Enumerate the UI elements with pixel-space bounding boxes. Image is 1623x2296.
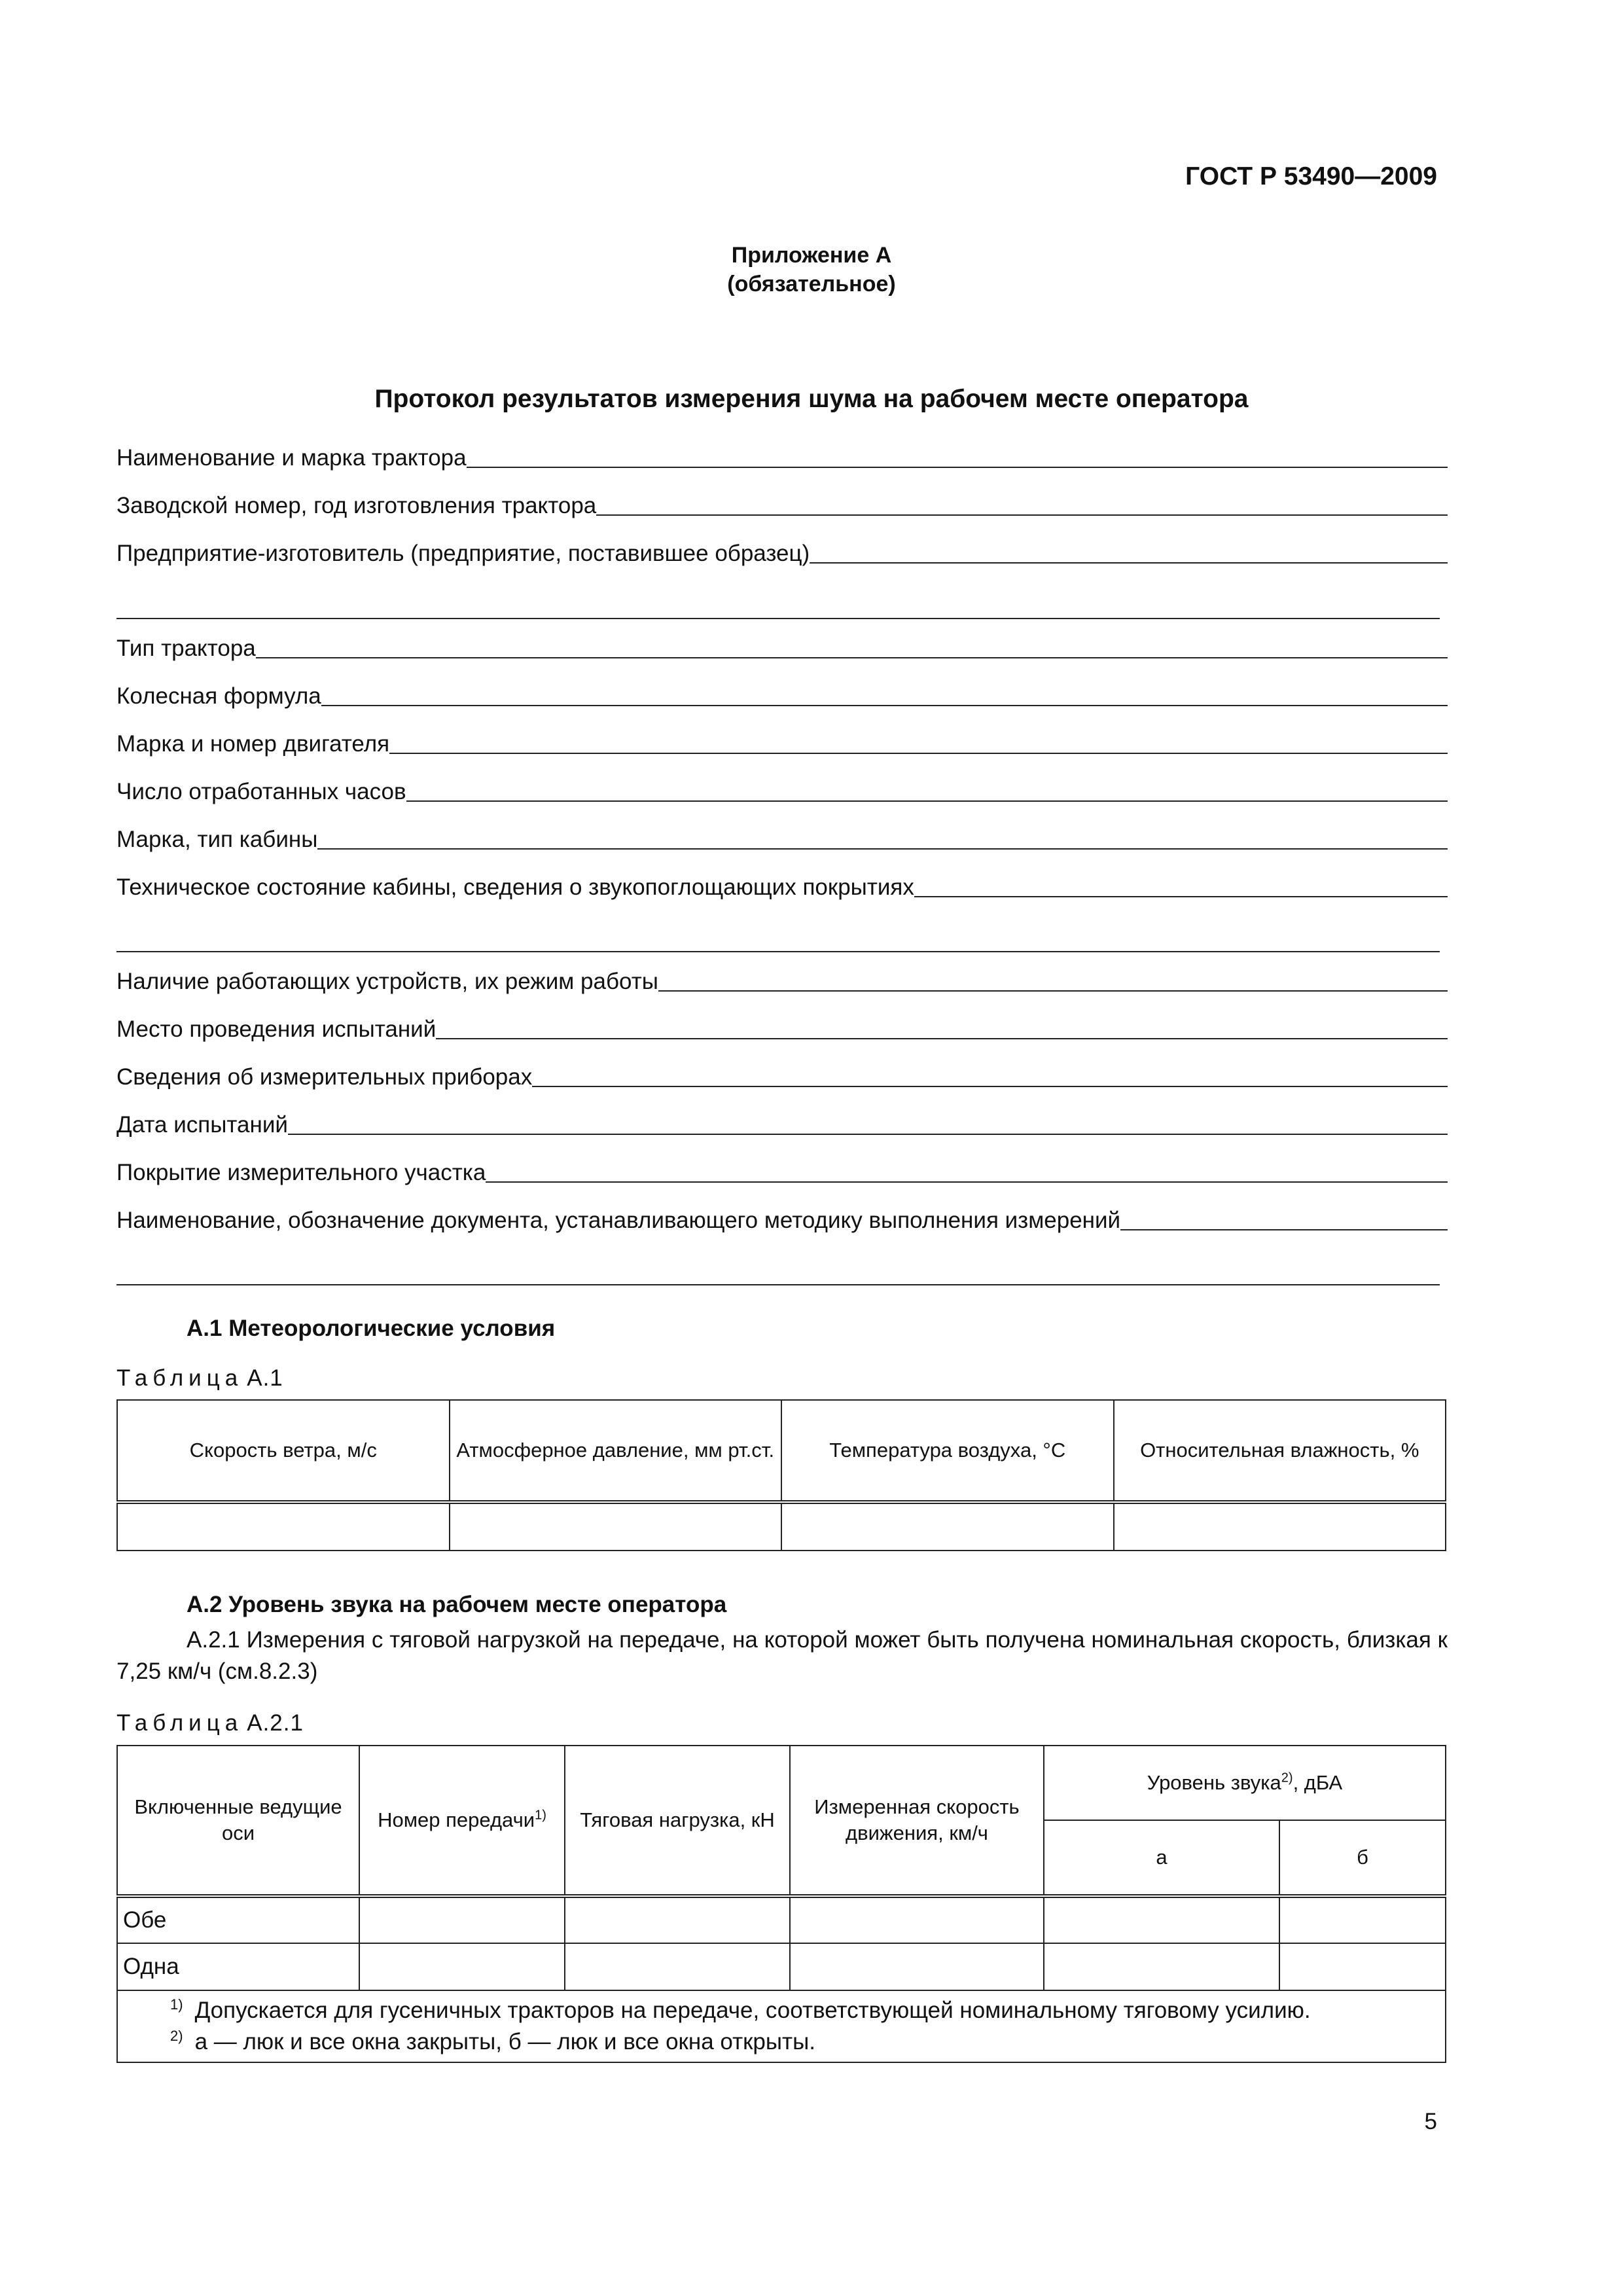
annex-heading — [0, 241, 1623, 298]
row-axes-both: Обе — [117, 1896, 359, 1943]
col-humidity: Относительная влажность, % — [1114, 1400, 1446, 1502]
field-method-doc[interactable]: Наименование, обозначение документа, устанавливающего методику выполнения измерений — [116, 1208, 1448, 1236]
cell-temperature[interactable] — [781, 1502, 1114, 1551]
table-cell[interactable] — [359, 1896, 565, 1943]
page-number: 5 — [1424, 2109, 1437, 2134]
col-gear: Номер передачи$^{1)}$ — [359, 1746, 565, 1896]
paragraph-a21: А.2.1 Измерения с тяговой нагрузкой на передаче, на которой может быть получена номинальная скорость, близкая к 7,25 км/ч (см.8.2.3) — [116, 1627, 1448, 1684]
field-tractor-type[interactable]: Тип трактора — [116, 636, 1448, 664]
table-cell[interactable] — [790, 1896, 1044, 1943]
col-sound-a: а — [1044, 1820, 1279, 1896]
field-devices[interactable]: Наличие работающих устройств, их режим работы — [116, 969, 1448, 997]
document-id: ГОСТ Р 53490—2009 — [1185, 162, 1437, 190]
annex-title: Приложение А — [731, 243, 892, 268]
field-manufacturer[interactable]: Предприятие-изготовитель (предприятие, поставившее образец) — [116, 541, 1448, 569]
table-cell[interactable] — [1279, 1943, 1446, 1990]
note-2: $^{2)}$ а — люк и все окна закрыты, б — люк и все окна открыты. — [170, 2028, 815, 2054]
field-hours[interactable]: Число отработанных часов — [116, 779, 1448, 808]
field-wheel-formula[interactable]: Колесная формула — [116, 683, 1448, 712]
col-sound-level: Уровень звука$^{2)}$, дБА — [1044, 1746, 1446, 1820]
col-load: Тяговая нагрузка, кН — [565, 1746, 790, 1896]
annex-status: (обязательное) — [727, 272, 896, 296]
table-cell[interactable] — [1279, 1896, 1446, 1943]
cell-pressure[interactable] — [450, 1502, 782, 1551]
cell-wind-speed[interactable] — [117, 1502, 450, 1551]
table-a21-caption: Таблица А.2.1 — [116, 1710, 304, 1736]
table-cell[interactable] — [565, 1943, 790, 1990]
table-cell[interactable] — [1044, 1896, 1279, 1943]
table-row — [117, 1943, 1446, 1990]
table-notes — [117, 1990, 1446, 2062]
note-1: $^{1)}$ Допускается для гусеничных тракторов на передаче, соответствующей номинальному тяговому усилию. — [170, 1996, 1311, 2023]
blank-line[interactable] — [116, 1284, 1440, 1285]
field-instruments[interactable]: Сведения об измерительных приборах — [116, 1064, 1448, 1093]
table-cell[interactable] — [1044, 1943, 1279, 1990]
table-cell[interactable] — [359, 1943, 565, 1990]
blank-line[interactable] — [116, 618, 1440, 619]
table-cell[interactable] — [565, 1896, 790, 1943]
col-sound-b: б — [1279, 1820, 1446, 1896]
section-a2-heading: А.2 Уровень звука на рабочем месте оператора — [187, 1592, 727, 1617]
col-temperature: Температура воздуха, °С — [781, 1400, 1114, 1502]
col-wind-speed: Скорость ветра, м/с — [117, 1400, 450, 1502]
col-speed: Измеренная скорость движения, км/ч — [790, 1746, 1044, 1896]
field-cabin[interactable]: Марка, тип кабины — [116, 827, 1448, 855]
blank-line[interactable] — [116, 951, 1440, 952]
field-engine[interactable]: Марка и номер двигателя — [116, 731, 1448, 760]
protocol-title: Протокол результатов измерения шума на рабочем месте оператора — [374, 385, 1249, 413]
field-tractor-name[interactable]: Наименование и марка трактора — [116, 445, 1448, 474]
col-pressure: Атмосферное давление, мм рт.ст. — [450, 1400, 782, 1502]
table-cell[interactable] — [790, 1943, 1044, 1990]
row-axes-one: Одна — [117, 1943, 359, 1990]
table-a21 — [116, 1745, 1446, 2063]
field-test-place[interactable]: Место проведения испытаний — [116, 1016, 1448, 1045]
table-a1 — [116, 1399, 1446, 1551]
field-serial-year[interactable]: Заводской номер, год изготовления трактора — [116, 493, 1448, 522]
cell-humidity[interactable] — [1114, 1502, 1446, 1551]
table-row — [117, 1896, 1446, 1943]
field-cabin-condition[interactable]: Техническое состояние кабины, сведения о звукопоглощающих покрытиях — [116, 874, 1448, 903]
table-a1-caption: Таблица А.1 — [116, 1365, 283, 1391]
field-test-date[interactable]: Дата испытаний — [116, 1112, 1448, 1141]
col-axes: Включенные ведущие оси — [117, 1746, 359, 1896]
section-a1-heading: А.1 Метеорологические условия — [187, 1316, 556, 1341]
field-surface[interactable]: Покрытие измерительного участка — [116, 1160, 1448, 1189]
